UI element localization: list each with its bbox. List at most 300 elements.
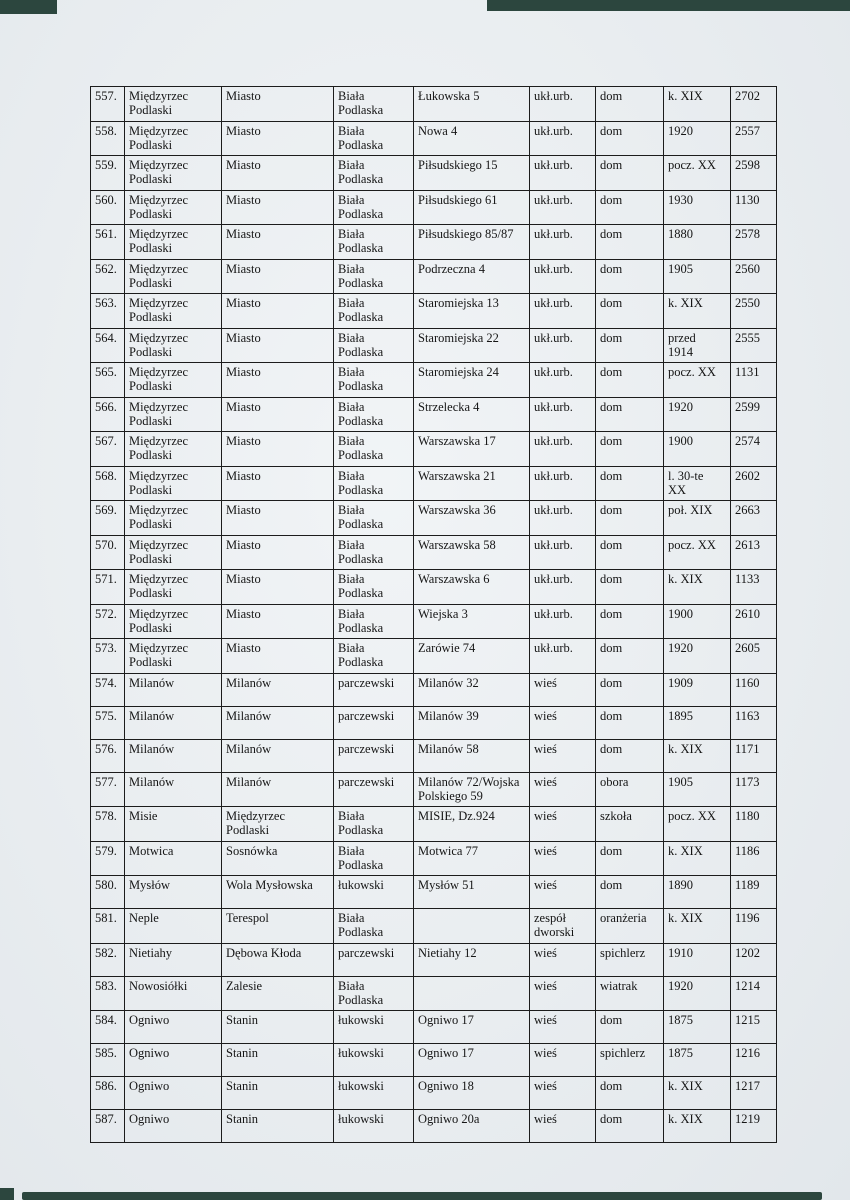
table-cell: 1930: [664, 190, 731, 225]
table-row: [91, 1110, 777, 1143]
table-cell: Miasto: [222, 535, 334, 570]
table-cell: k. XIX: [664, 1077, 731, 1110]
table-cell: Milanów: [222, 739, 334, 772]
table-cell: 1130: [731, 190, 777, 225]
table-cell: parczewski: [334, 943, 414, 976]
table-cell: wieś: [530, 1011, 596, 1044]
table-cell: 577.: [91, 772, 125, 807]
table-cell: ukł.urb.: [530, 397, 596, 432]
table-cell: Biała Podlaska: [334, 190, 414, 225]
table-cell: parczewski: [334, 772, 414, 807]
table-row: [91, 943, 777, 976]
table-cell: Biała Podlaska: [334, 909, 414, 944]
table-cell: Wola Mysłowska: [222, 876, 334, 909]
table-cell: wieś: [530, 739, 596, 772]
table-cell: dom: [596, 1077, 664, 1110]
table-cell: Stanin: [222, 1044, 334, 1077]
table-cell: dom: [596, 604, 664, 639]
table-cell: 1180: [731, 807, 777, 842]
table-cell: dom: [596, 1011, 664, 1044]
table-cell: dom: [596, 121, 664, 156]
table-row: [91, 739, 777, 772]
table-cell: pocz. XX: [664, 535, 731, 570]
table-cell: Warszawska 58: [414, 535, 530, 570]
table-cell: 1216: [731, 1044, 777, 1077]
table-cell: Międzyrzec Podlaski: [125, 121, 222, 156]
table-cell: dom: [596, 673, 664, 706]
table-row: [91, 772, 777, 807]
table-cell: łukowski: [334, 876, 414, 909]
table-cell: Biała Podlaska: [334, 501, 414, 536]
table-cell: łukowski: [334, 1044, 414, 1077]
table-cell: Milanów: [222, 772, 334, 807]
table-cell: Biała Podlaska: [334, 156, 414, 191]
table-cell: k. XIX: [664, 1110, 731, 1143]
table-cell: wieś: [530, 1077, 596, 1110]
table-cell: 559.: [91, 156, 125, 191]
table-cell: Miasto: [222, 121, 334, 156]
table-cell: Biała Podlaska: [334, 466, 414, 501]
table-cell: 2610: [731, 604, 777, 639]
table-row: [91, 570, 777, 605]
table-row: [91, 841, 777, 876]
table-cell: Ogniwo 17: [414, 1044, 530, 1077]
registry-table-container: [90, 86, 776, 1143]
table-row: [91, 1011, 777, 1044]
table-cell: ukł.urb.: [530, 570, 596, 605]
table-cell: ukł.urb.: [530, 294, 596, 329]
table-row: [91, 876, 777, 909]
table-cell: Miasto: [222, 328, 334, 363]
table-cell: Stanin: [222, 1011, 334, 1044]
table-row: [91, 1077, 777, 1110]
table-cell: Motwica: [125, 841, 222, 876]
table-cell: spichlerz: [596, 1044, 664, 1077]
table-cell: 581.: [91, 909, 125, 944]
table-cell: Podrzeczna 4: [414, 259, 530, 294]
table-cell: 1920: [664, 639, 731, 674]
table-cell: wieś: [530, 841, 596, 876]
table-cell: 1920: [664, 976, 731, 1011]
table-cell: 1196: [731, 909, 777, 944]
table-row: [91, 432, 777, 467]
table-cell: ukł.urb.: [530, 87, 596, 122]
table-cell: Międzyrzec Podlaski: [125, 466, 222, 501]
table-cell: Biała Podlaska: [334, 432, 414, 467]
table-cell: dom: [596, 739, 664, 772]
table-cell: 586.: [91, 1077, 125, 1110]
table-cell: wieś: [530, 1110, 596, 1143]
table-cell: Milanów 58: [414, 739, 530, 772]
table-cell: 2602: [731, 466, 777, 501]
table-cell: dom: [596, 328, 664, 363]
table-row: [91, 397, 777, 432]
table-cell: 576.: [91, 739, 125, 772]
table-cell: Ogniwo: [125, 1077, 222, 1110]
table-cell: Międzyrzec Podlaski: [125, 639, 222, 674]
table-cell: l. 30-te XX: [664, 466, 731, 501]
table-cell: 1920: [664, 397, 731, 432]
table-cell: Piłsudskiego 85/87: [414, 225, 530, 260]
table-cell: Biała Podlaska: [334, 121, 414, 156]
scan-artifact-top-left: [0, 0, 57, 14]
table-cell: Zalesie: [222, 976, 334, 1011]
table-cell: Ogniwo: [125, 1044, 222, 1077]
table-cell: 2702: [731, 87, 777, 122]
table-cell: 1133: [731, 570, 777, 605]
table-cell: ukł.urb.: [530, 604, 596, 639]
table-cell: łukowski: [334, 1077, 414, 1110]
table-cell: 1900: [664, 432, 731, 467]
table-cell: wieś: [530, 807, 596, 842]
table-cell: Miasto: [222, 466, 334, 501]
table-cell: ukł.urb.: [530, 432, 596, 467]
table-cell: Staromiejska 22: [414, 328, 530, 363]
table-cell: dom: [596, 259, 664, 294]
table-cell: 2555: [731, 328, 777, 363]
table-cell: Miasto: [222, 294, 334, 329]
table-cell: dom: [596, 363, 664, 398]
table-cell: Międzyrzec Podlaski: [125, 190, 222, 225]
table-row: [91, 1044, 777, 1077]
table-cell: Biała Podlaska: [334, 639, 414, 674]
table-row: [91, 363, 777, 398]
table-cell: Staromiejska 13: [414, 294, 530, 329]
table-cell: ukł.urb.: [530, 121, 596, 156]
table-row: [91, 501, 777, 536]
table-cell: 2574: [731, 432, 777, 467]
scan-artifact-top-right: [487, 0, 850, 11]
scan-artifact-bottom-left: [0, 1188, 14, 1200]
table-cell: 571.: [91, 570, 125, 605]
table-cell: 1217: [731, 1077, 777, 1110]
table-cell: 570.: [91, 535, 125, 570]
table-cell: Stanin: [222, 1077, 334, 1110]
table-cell: Miasto: [222, 432, 334, 467]
table-cell: 568.: [91, 466, 125, 501]
table-cell: 572.: [91, 604, 125, 639]
table-cell: Międzyrzec Podlaski: [222, 807, 334, 842]
table-cell: dom: [596, 87, 664, 122]
table-cell: 1900: [664, 604, 731, 639]
table-cell: 1905: [664, 772, 731, 807]
table-cell: dom: [596, 466, 664, 501]
table-cell: Ogniwo: [125, 1011, 222, 1044]
table-cell: Biała Podlaska: [334, 225, 414, 260]
table-cell: pocz. XX: [664, 156, 731, 191]
table-cell: Terespol: [222, 909, 334, 944]
table-cell: [414, 976, 530, 1011]
table-row: [91, 121, 777, 156]
table-cell: Nowa 4: [414, 121, 530, 156]
table-cell: parczewski: [334, 673, 414, 706]
table-cell: 579.: [91, 841, 125, 876]
table-cell: 2598: [731, 156, 777, 191]
table-cell: Międzyrzec Podlaski: [125, 570, 222, 605]
table-cell: dom: [596, 706, 664, 739]
table-cell: 1131: [731, 363, 777, 398]
table-cell: 582.: [91, 943, 125, 976]
table-cell: Miasto: [222, 570, 334, 605]
table-cell: k. XIX: [664, 739, 731, 772]
table-cell: Misie: [125, 807, 222, 842]
table-cell: ukł.urb.: [530, 639, 596, 674]
table-cell: Mysłów: [125, 876, 222, 909]
table-cell: 2578: [731, 225, 777, 260]
table-cell: Miasto: [222, 397, 334, 432]
table-cell: 569.: [91, 501, 125, 536]
table-cell: 566.: [91, 397, 125, 432]
table-cell: Międzyrzec Podlaski: [125, 294, 222, 329]
table-cell: Warszawska 17: [414, 432, 530, 467]
table-cell: MISIE, Dz.924: [414, 807, 530, 842]
table-cell: k. XIX: [664, 294, 731, 329]
table-cell: 574.: [91, 673, 125, 706]
table-cell: Stanin: [222, 1110, 334, 1143]
scan-artifact-bottom: [22, 1192, 822, 1200]
table-cell: Międzyrzec Podlaski: [125, 156, 222, 191]
table-cell: k. XIX: [664, 841, 731, 876]
table-cell: ukł.urb.: [530, 466, 596, 501]
table-row: [91, 535, 777, 570]
table-cell: Warszawska 6: [414, 570, 530, 605]
table-cell: 1875: [664, 1044, 731, 1077]
table-cell: Miasto: [222, 259, 334, 294]
table-cell: Ogniwo 20a: [414, 1110, 530, 1143]
table-cell: Nietiahy: [125, 943, 222, 976]
table-cell: Miasto: [222, 225, 334, 260]
table-row: [91, 807, 777, 842]
table-cell: 1910: [664, 943, 731, 976]
table-cell: Biała Podlaska: [334, 363, 414, 398]
table-cell: 560.: [91, 190, 125, 225]
table-cell: 2663: [731, 501, 777, 536]
table-cell: 1163: [731, 706, 777, 739]
table-cell: Ogniwo 17: [414, 1011, 530, 1044]
table-cell: 2599: [731, 397, 777, 432]
table-cell: dom: [596, 432, 664, 467]
table-cell: pocz. XX: [664, 363, 731, 398]
table-row: [91, 673, 777, 706]
table-cell: pocz. XX: [664, 807, 731, 842]
table-cell: Biała Podlaska: [334, 87, 414, 122]
table-cell: Milanów 72/Wojska Polskiego 59: [414, 772, 530, 807]
table-cell: wieś: [530, 772, 596, 807]
table-cell: Milanów: [222, 706, 334, 739]
table-cell: Milanów: [125, 706, 222, 739]
table-cell: 564.: [91, 328, 125, 363]
table-cell: Międzyrzec Podlaski: [125, 501, 222, 536]
table-cell: Ogniwo 18: [414, 1077, 530, 1110]
table-cell: wieś: [530, 706, 596, 739]
table-cell: łukowski: [334, 1011, 414, 1044]
table-cell: wieś: [530, 673, 596, 706]
table-cell: Warszawska 36: [414, 501, 530, 536]
table-cell: Miasto: [222, 639, 334, 674]
table-cell: dom: [596, 397, 664, 432]
table-cell: Międzyrzec Podlaski: [125, 535, 222, 570]
table-cell: [414, 909, 530, 944]
table-cell: 585.: [91, 1044, 125, 1077]
table-cell: oranżeria: [596, 909, 664, 944]
table-cell: Biała Podlaska: [334, 604, 414, 639]
table-cell: wieś: [530, 976, 596, 1011]
table-cell: ukł.urb.: [530, 328, 596, 363]
table-cell: Milanów 39: [414, 706, 530, 739]
table-cell: Biała Podlaska: [334, 807, 414, 842]
table-cell: 1905: [664, 259, 731, 294]
table-cell: 1880: [664, 225, 731, 260]
table-row: [91, 466, 777, 501]
table-cell: Biała Podlaska: [334, 976, 414, 1011]
table-cell: 2605: [731, 639, 777, 674]
table-cell: dom: [596, 501, 664, 536]
table-cell: obora: [596, 772, 664, 807]
table-cell: wieś: [530, 1044, 596, 1077]
table-cell: wieś: [530, 943, 596, 976]
table-cell: 1186: [731, 841, 777, 876]
table-cell: 1920: [664, 121, 731, 156]
table-cell: 578.: [91, 807, 125, 842]
table-cell: 1909: [664, 673, 731, 706]
table-cell: dom: [596, 156, 664, 191]
table-cell: Międzyrzec Podlaski: [125, 87, 222, 122]
table-cell: Mysłów 51: [414, 876, 530, 909]
table-cell: ukł.urb.: [530, 363, 596, 398]
table-cell: 1219: [731, 1110, 777, 1143]
heritage-registry-table: [90, 86, 777, 1143]
table-cell: 575.: [91, 706, 125, 739]
table-cell: Miasto: [222, 363, 334, 398]
table-cell: Milanów: [222, 673, 334, 706]
table-cell: dom: [596, 841, 664, 876]
table-cell: Miasto: [222, 604, 334, 639]
table-cell: Milanów: [125, 772, 222, 807]
table-cell: Międzyrzec Podlaski: [125, 225, 222, 260]
table-cell: 1202: [731, 943, 777, 976]
table-cell: Biała Podlaska: [334, 397, 414, 432]
table-cell: 1214: [731, 976, 777, 1011]
table-cell: szkoła: [596, 807, 664, 842]
table-cell: 561.: [91, 225, 125, 260]
table-cell: wieś: [530, 876, 596, 909]
table-cell: przed 1914: [664, 328, 731, 363]
table-cell: 583.: [91, 976, 125, 1011]
table-cell: Motwica 77: [414, 841, 530, 876]
table-cell: Biała Podlaska: [334, 259, 414, 294]
table-row: [91, 604, 777, 639]
table-cell: Piłsudskiego 61: [414, 190, 530, 225]
table-cell: 565.: [91, 363, 125, 398]
table-cell: ukł.urb.: [530, 501, 596, 536]
table-cell: 2560: [731, 259, 777, 294]
table-row: [91, 259, 777, 294]
table-cell: Neple: [125, 909, 222, 944]
table-row: [91, 909, 777, 944]
table-row: [91, 190, 777, 225]
table-cell: Biała Podlaska: [334, 328, 414, 363]
table-cell: 2557: [731, 121, 777, 156]
table-cell: Biała Podlaska: [334, 841, 414, 876]
table-cell: 2613: [731, 535, 777, 570]
table-cell: Miasto: [222, 501, 334, 536]
table-cell: Miasto: [222, 156, 334, 191]
table-row: [91, 976, 777, 1011]
table-cell: poł. XIX: [664, 501, 731, 536]
table-cell: ukł.urb.: [530, 259, 596, 294]
table-cell: Miasto: [222, 190, 334, 225]
table-cell: Staromiejska 24: [414, 363, 530, 398]
table-cell: Wiejska 3: [414, 604, 530, 639]
table-row: [91, 706, 777, 739]
table-cell: dom: [596, 225, 664, 260]
table-cell: 1173: [731, 772, 777, 807]
table-cell: 1160: [731, 673, 777, 706]
table-cell: 1875: [664, 1011, 731, 1044]
table-cell: Milanów: [125, 673, 222, 706]
table-cell: 562.: [91, 259, 125, 294]
table-cell: Warszawska 21: [414, 466, 530, 501]
table-cell: dom: [596, 535, 664, 570]
table-cell: 563.: [91, 294, 125, 329]
table-cell: Biała Podlaska: [334, 535, 414, 570]
table-cell: 1189: [731, 876, 777, 909]
table-cell: Międzyrzec Podlaski: [125, 397, 222, 432]
table-row: [91, 294, 777, 329]
table-cell: dom: [596, 876, 664, 909]
table-cell: 2550: [731, 294, 777, 329]
table-cell: Nowosiółki: [125, 976, 222, 1011]
table-row: [91, 328, 777, 363]
table-cell: Międzyrzec Podlaski: [125, 363, 222, 398]
table-cell: 584.: [91, 1011, 125, 1044]
table-cell: Milanów 32: [414, 673, 530, 706]
table-row: [91, 156, 777, 191]
registry-table-body: [91, 87, 777, 1143]
table-cell: Milanów: [125, 739, 222, 772]
table-cell: Łukowska 5: [414, 87, 530, 122]
table-cell: Strzelecka 4: [414, 397, 530, 432]
table-cell: parczewski: [334, 706, 414, 739]
table-cell: 1171: [731, 739, 777, 772]
table-cell: dom: [596, 639, 664, 674]
table-cell: 557.: [91, 87, 125, 122]
table-cell: 580.: [91, 876, 125, 909]
table-row: [91, 639, 777, 674]
table-cell: Nietiahy 12: [414, 943, 530, 976]
table-cell: 573.: [91, 639, 125, 674]
table-cell: Biała Podlaska: [334, 294, 414, 329]
table-row: [91, 87, 777, 122]
table-cell: dom: [596, 190, 664, 225]
table-cell: 558.: [91, 121, 125, 156]
table-cell: ukł.urb.: [530, 156, 596, 191]
table-cell: spichlerz: [596, 943, 664, 976]
table-cell: Dębowa Kłoda: [222, 943, 334, 976]
table-cell: ukł.urb.: [530, 535, 596, 570]
table-cell: ukł.urb.: [530, 225, 596, 260]
table-cell: Miasto: [222, 87, 334, 122]
table-cell: wiatrak: [596, 976, 664, 1011]
table-cell: ukł.urb.: [530, 190, 596, 225]
table-cell: zespół dworski: [530, 909, 596, 944]
table-cell: Zarówie 74: [414, 639, 530, 674]
table-cell: Ogniwo: [125, 1110, 222, 1143]
table-cell: 567.: [91, 432, 125, 467]
table-cell: Międzyrzec Podlaski: [125, 259, 222, 294]
table-cell: dom: [596, 294, 664, 329]
table-cell: 1895: [664, 706, 731, 739]
